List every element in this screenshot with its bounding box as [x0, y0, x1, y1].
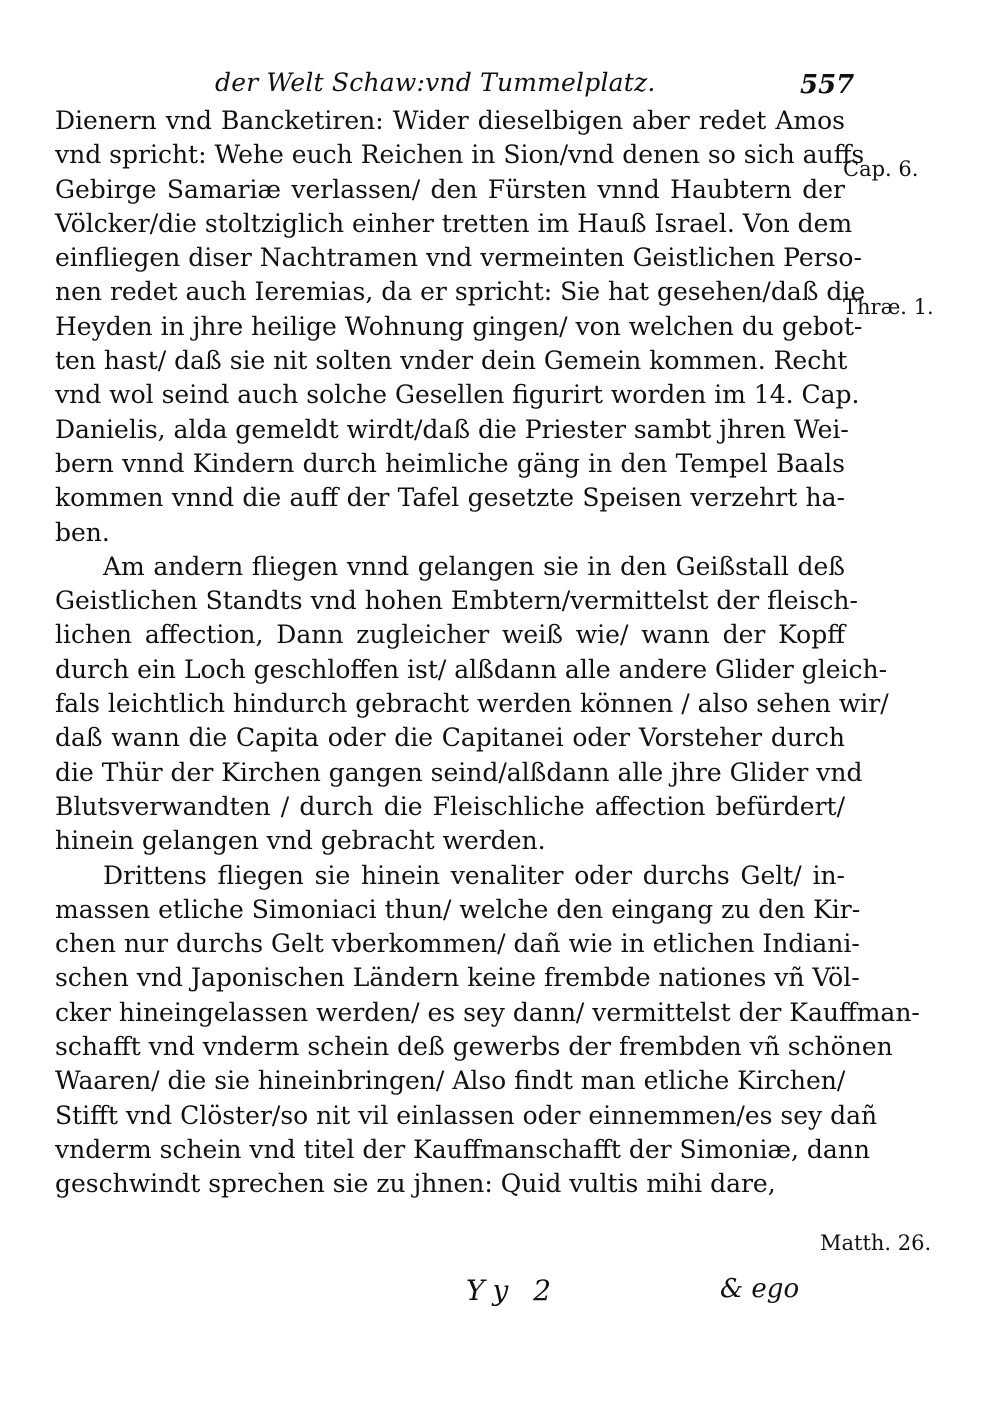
paragraph-2 — [55, 550, 889, 859]
text-line: Waaren/ die sie hineinbringen/ Also findt man etliche Kirchen/ — [55, 1066, 846, 1096]
text-line: hinein gelangen vnd gebracht werden. — [55, 826, 546, 856]
text-line: Blutsverwandten / durch die Fleischliche affection befürdert/ — [55, 791, 845, 821]
text-line: Geistlichen Standts vnd hohen Embtern/vermittelst der fleisch- — [55, 586, 858, 616]
text-line: durch ein Loch geschloffen ist/ alßdann alle andere Glider gleich- — [55, 654, 888, 684]
text-line: nen redet auch Ieremias, da er spricht: Sie hat gesehen/daß die — [55, 277, 866, 307]
margin-note: Cap. 6. — [843, 157, 919, 181]
paragraph-3 — [55, 859, 920, 1202]
text-line: ten hast/ daß sie nit solten vnder dein Gemein kommen. Recht — [55, 346, 848, 376]
text-line: cker hineingelassen werden/ es sey dann/ vermittelst der Kauffman- — [55, 997, 920, 1027]
page-number: 557 — [800, 70, 855, 100]
text-line: daß wann die Capita oder die Capitanei oder Vorsteher durch — [55, 723, 845, 753]
text-line: Dienern vnd Bancketiren: Wider dieselbigen aber redet Amos — [55, 106, 845, 135]
text-line: fals leichtlich hindurch gebracht werden können / also sehen wir/ — [55, 689, 889, 719]
text-line: lichen affection, Dann zugleicher weiß wie/ wann der Kopff — [55, 620, 845, 650]
text-line: geschwindt sprechen sie zu jhnen: Quid vultis mihi dare, — [55, 1169, 776, 1199]
text-line: kommen vnnd die auff der Tafel gesetzte Speisen verzehrt ha- — [55, 483, 845, 513]
text-line: ben. — [55, 517, 110, 547]
catchword: & ego — [720, 1274, 800, 1304]
text-line: chen nur durchs Gelt vberkommen/ dañ wie in etlichen Indiani- — [55, 929, 860, 959]
margin-note: Thræ. 1. — [843, 295, 934, 319]
text-line: schen vnd Japonischen Ländern keine frembde nationes vñ Völ- — [55, 963, 860, 993]
text-line: vnd spricht: Wehe euch Reichen in Sion/vnd denen so sich auffs — [55, 140, 865, 170]
text-line: Am andern fliegen vnnd gelangen sie in den Geißstall deß — [103, 551, 845, 581]
text-line: Stifft vnd Clöster/so nit vil einlassen oder einnemmen/es sey dañ — [55, 1100, 878, 1130]
text-line: vnderm schein vnd titel der Kauffmanschafft der Simoniæ, dann — [55, 1134, 871, 1164]
text-line: massen etliche Simoniaci thun/ welche den eingang zu den Kir- — [55, 894, 861, 924]
running-head: der Welt Schaw:vnd Tummelplatz. — [215, 68, 656, 97]
text-line: schafft vnd vnderm schein deß gewerbs der frembden vñ schönen — [55, 1032, 893, 1062]
text-line: Drittens fliegen sie hinein venaliter oder durchs Gelt/ in- — [103, 860, 845, 890]
signature-mark: Yy 2 — [466, 1274, 560, 1307]
text-line: Gebirge Samariæ verlassen/ den Fürsten vnnd Haubtern der — [55, 174, 845, 204]
text-line: vnd wol seind auch solche Gesellen figurirt worden im 14. Cap. — [55, 380, 860, 410]
text-line: Danielis, alda gemeldt wirdt/daß die Priester sambt jhren Wei- — [55, 414, 849, 444]
margin-note: Matth. 26. — [820, 1231, 932, 1255]
text-line: bern vnnd Kindern durch heimliche gäng in den Tempel Baals — [55, 448, 845, 478]
text-line: einfliegen diser Nachtramen vnd vermeinten Geistlichen Perso- — [55, 243, 862, 273]
paragraph-1 — [55, 104, 866, 550]
text-line: die Thür der Kirchen gangen seind/alßdann alle jhre Glider vnd — [55, 757, 863, 787]
text-line: Heyden in jhre heilige Wohnung gingen/ von welchen du gebot- — [55, 311, 863, 341]
text-line: Völcker/die stoltziglich einher tretten im Hauß Israel. Von dem — [55, 208, 853, 238]
